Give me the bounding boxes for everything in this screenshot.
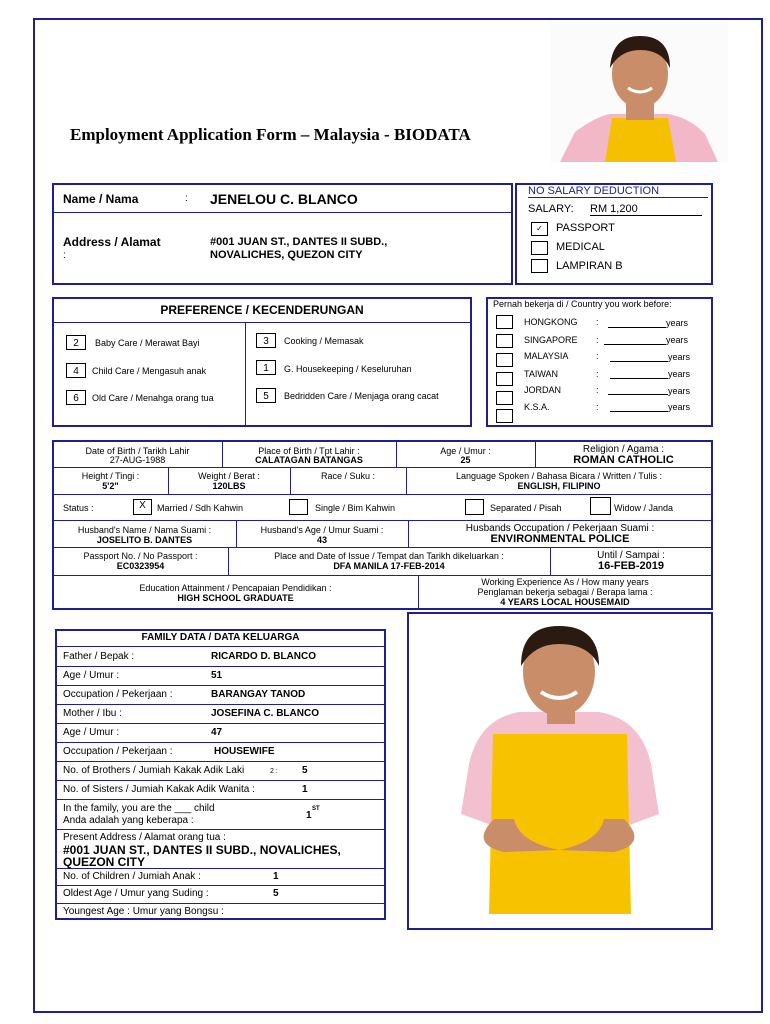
applicant-photo-large [407, 612, 713, 930]
address-label: Address / Alamat [63, 235, 161, 249]
preference-label: Child Care / Mengasuh anak [92, 366, 207, 376]
divider [56, 704, 385, 705]
divider [53, 467, 712, 468]
divider [56, 742, 385, 743]
height-value: 5'2" [102, 481, 119, 491]
father-occupation-value: BARANGAY TANOD [211, 689, 306, 700]
name-label: Name / Nama [63, 192, 139, 206]
country-label: SINGAPORE [524, 335, 578, 345]
oldest-age-value: 5 [273, 888, 279, 899]
passport-until-value: 16-FEB-2019 [597, 560, 665, 572]
brothers-value: 5 [302, 765, 308, 776]
address-colon: : [63, 250, 66, 261]
husband-occupation-label: Husbands Occupation / Pekerjaan Suami : [465, 523, 655, 534]
race-label: Race / Suku : [320, 471, 376, 481]
mother-occupation-label: Occupation / Pekerjaan : [63, 746, 173, 757]
divider [56, 903, 385, 904]
page-title: Employment Application Form – Malaysia - BIODATA [70, 125, 471, 144]
years-unit: years [666, 335, 689, 345]
status-separated-checkbox[interactable] [465, 499, 484, 515]
medical-label: MEDICAL [556, 241, 605, 253]
religion-value: ROMAN CATHOLIC [573, 454, 674, 466]
father-occupation-label: Occupation / Pekerjaan : [63, 689, 173, 700]
country-checkbox-hongkong[interactable] [496, 315, 513, 329]
divider [56, 723, 385, 724]
passport-no-value: EC0323954 [116, 561, 165, 571]
weight-label: Weight / Berat : [198, 471, 260, 481]
country-label: MALAYSIA [524, 351, 569, 361]
pob-label: Place of Birth / Tpt Lahir : [258, 446, 360, 456]
salary-label: SALARY: [528, 203, 574, 215]
status-widow-checkbox[interactable] [590, 497, 611, 515]
mother-occupation-value: HOUSEWIFE [214, 746, 275, 757]
no-salary-deduction: NO SALARY DEDUCTION [528, 185, 660, 197]
country-years-field[interactable] [610, 361, 668, 362]
country-years-field[interactable] [608, 327, 666, 328]
sisters-label: No. of Sisters / Jumiah Kakak Adik Wanita : [63, 784, 255, 795]
passport-until-label: Until / Sampai : [597, 550, 665, 561]
years-unit: years [666, 318, 689, 328]
country-colon: : [596, 385, 599, 395]
divider [53, 212, 512, 213]
experience-label-2: Penglaman bekerja sebagai / Berapa lama : [477, 587, 653, 597]
country-checkbox-malaysia[interactable] [496, 353, 513, 367]
birth-order-label-1: In the family, you are the ___ child [63, 803, 215, 814]
education-value: HIGH SCHOOL GRADUATE [177, 593, 294, 603]
brothers-colon: 2 : [270, 768, 278, 775]
language-value: ENGLISH, FILIPINO [517, 481, 601, 491]
husband-age-label: Husband's Age / Umur Suami : [260, 525, 384, 535]
oldest-age-label: Oldest Age / Umur yang Suding : [63, 888, 209, 899]
preference-heading: PREFERENCE / KECENDERUNGAN [160, 303, 364, 317]
status-widow-label: Widow / Janda [614, 503, 674, 513]
family-heading: FAMILY DATA / DATA KELUARGA [141, 632, 300, 643]
divider [53, 322, 471, 323]
preference-label: Cooking / Memasak [284, 336, 364, 346]
status-single-label: Single / Bim Kahwin [315, 503, 396, 513]
husband-name-label: Husband's Name / Nama Suami : [77, 525, 212, 535]
education-label: Education Attainment / Pencapaian Pendidikan : [139, 583, 332, 593]
preference-rank[interactable]: 4 [66, 363, 86, 378]
height-label: Height / Tingi : [81, 471, 140, 481]
years-unit: years [668, 386, 691, 396]
birth-order-label-2: Anda adalah yang keberapa : [63, 815, 194, 826]
country-checkbox-singapore[interactable] [496, 334, 513, 348]
country-checkbox-ksa[interactable] [496, 409, 513, 423]
passport-checkbox[interactable]: ✓ [531, 222, 548, 236]
age-value: 25 [460, 455, 471, 465]
applicant-photo-small [550, 22, 728, 162]
country-colon: : [596, 369, 599, 379]
husband-age-value: 43 [316, 535, 327, 545]
mother-value: JOSEFINA C. BLANCO [211, 708, 319, 719]
years-unit: years [668, 402, 691, 412]
divider [56, 761, 385, 762]
lampiran-checkbox[interactable] [531, 259, 548, 273]
birth-order-value: 1 [306, 810, 312, 821]
father-label: Father / Bepak : [63, 651, 135, 662]
address-line-1: #001 JUAN ST., DANTES II SUBD., [210, 236, 388, 248]
country-years-field[interactable] [610, 411, 668, 412]
country-label: K.S.A. [524, 402, 550, 412]
present-address-label: Present Address / Alamat orang tua : [63, 832, 226, 843]
mother-age-value: 47 [211, 727, 223, 738]
country-label: TAIWAN [524, 369, 558, 379]
weight-value: 120LBS [212, 481, 246, 491]
country-label: JORDAN [524, 385, 562, 395]
divider [56, 780, 385, 781]
mother-label: Mother / Ibu : [63, 708, 122, 719]
experience-label-1: Working Experience As / How many years [481, 577, 649, 587]
children-label: No. of Children / Jumiah Anak : [63, 871, 201, 882]
years-unit: years [668, 369, 691, 379]
divider [53, 520, 712, 521]
country-colon: : [596, 335, 599, 345]
status-label: Status : [63, 503, 94, 513]
divider [245, 322, 246, 426]
preference-rank[interactable]: 3 [256, 333, 276, 348]
present-address-line-2: QUEZON CITY [63, 855, 146, 869]
passport-issue-value: DFA MANILA 17-FEB-2014 [333, 561, 445, 571]
divider [53, 494, 712, 495]
pob-value: CALATAGAN BATANGAS [255, 455, 363, 465]
lampiran-label: LAMPIRAN B [556, 260, 623, 272]
brothers-label: No. of Brothers / Jumiah Kakak Adik Laki [63, 765, 245, 776]
preference-rank[interactable]: 2 [66, 335, 86, 350]
divider [56, 829, 385, 830]
divider [56, 646, 385, 647]
passport-issue-label: Place and Date of Issue / Tempat dan Tarikh dikeluarkan : [274, 551, 504, 561]
country-years-field[interactable] [608, 394, 668, 395]
experience-value: 4 YEARS LOCAL HOUSEMAID [500, 597, 630, 607]
country-checkbox-jordan[interactable] [496, 391, 513, 405]
country-years-field[interactable] [604, 344, 666, 345]
years-unit: years [668, 352, 691, 362]
status-married-label: Married / Sdh Kahwin [157, 503, 244, 513]
country-years-field[interactable] [610, 378, 668, 379]
age-label: Age / Umur : [440, 446, 491, 456]
passport-no-label: Passport No. / No Passport : [83, 551, 198, 561]
preference-label: Baby Care / Merawat Bayi [95, 338, 200, 348]
father-age-label: Age / Umur : [63, 670, 120, 681]
status-single-checkbox[interactable] [289, 499, 308, 515]
dob-value: 27-AUG-1988 [109, 455, 166, 465]
address-line-2: NOVALICHES, QUEZON CITY [210, 249, 363, 261]
divider [56, 666, 385, 667]
sisters-value: 1 [302, 784, 308, 795]
salary-divider [528, 197, 708, 198]
language-label: Language Spoken / Bahasa Bicara / Written / Tulis : [456, 471, 662, 481]
name-colon: : [185, 193, 188, 204]
country-checkbox-taiwan[interactable] [496, 372, 513, 386]
divider [56, 685, 385, 686]
divider [53, 575, 712, 576]
father-age-value: 51 [211, 670, 223, 681]
country-colon: : [596, 402, 599, 412]
dob-label: Date of Birth / Tarikh Lahir [85, 446, 190, 456]
husband-name-value: JOSELITO B. DANTES [96, 535, 193, 545]
religion-label: Religion / Agama : [582, 444, 665, 455]
passport-label: PASSPORT [556, 222, 615, 234]
present-address-line-1: #001 JUAN ST., DANTES II SUBD., NOVALICHES, [63, 843, 341, 857]
children-value: 1 [273, 871, 279, 882]
status-separated-label: Separated / Pisah [490, 503, 562, 513]
preference-rank[interactable]: 6 [66, 390, 86, 405]
preference-label: G. Housekeeping / Keseluruhan [284, 364, 412, 374]
salary-value: RM 1,200 [590, 203, 702, 216]
father-value: RICARDO D. BLANCO [211, 651, 316, 662]
mother-age-label: Age / Umur : [63, 727, 120, 738]
divider [56, 799, 385, 800]
divider [53, 547, 712, 548]
husband-occupation-value: ENVIRONMENTAL POLICE [490, 533, 630, 545]
country-colon: : [596, 351, 599, 361]
medical-checkbox[interactable] [531, 241, 548, 255]
preference-rank[interactable]: 5 [256, 388, 276, 403]
preference-label: Old Care / Menahga orang tua [92, 393, 214, 403]
preference-label: Bedridden Care / Menjaga orang cacat [284, 391, 439, 401]
name-value: JENELOU C. BLANCO [210, 191, 358, 207]
countries-heading: Pernah bekerja di / Country you work before: [493, 299, 672, 309]
country-colon: : [596, 317, 599, 327]
status-married-checkbox[interactable]: X [133, 499, 152, 515]
youngest-age-label: Youngest Age : Umur yang Bongsu : [63, 906, 224, 917]
preference-rank[interactable]: 1 [256, 360, 276, 375]
divider [56, 885, 385, 886]
country-label: HONGKONG [524, 317, 578, 327]
birth-order-suffix: ST [312, 806, 320, 812]
